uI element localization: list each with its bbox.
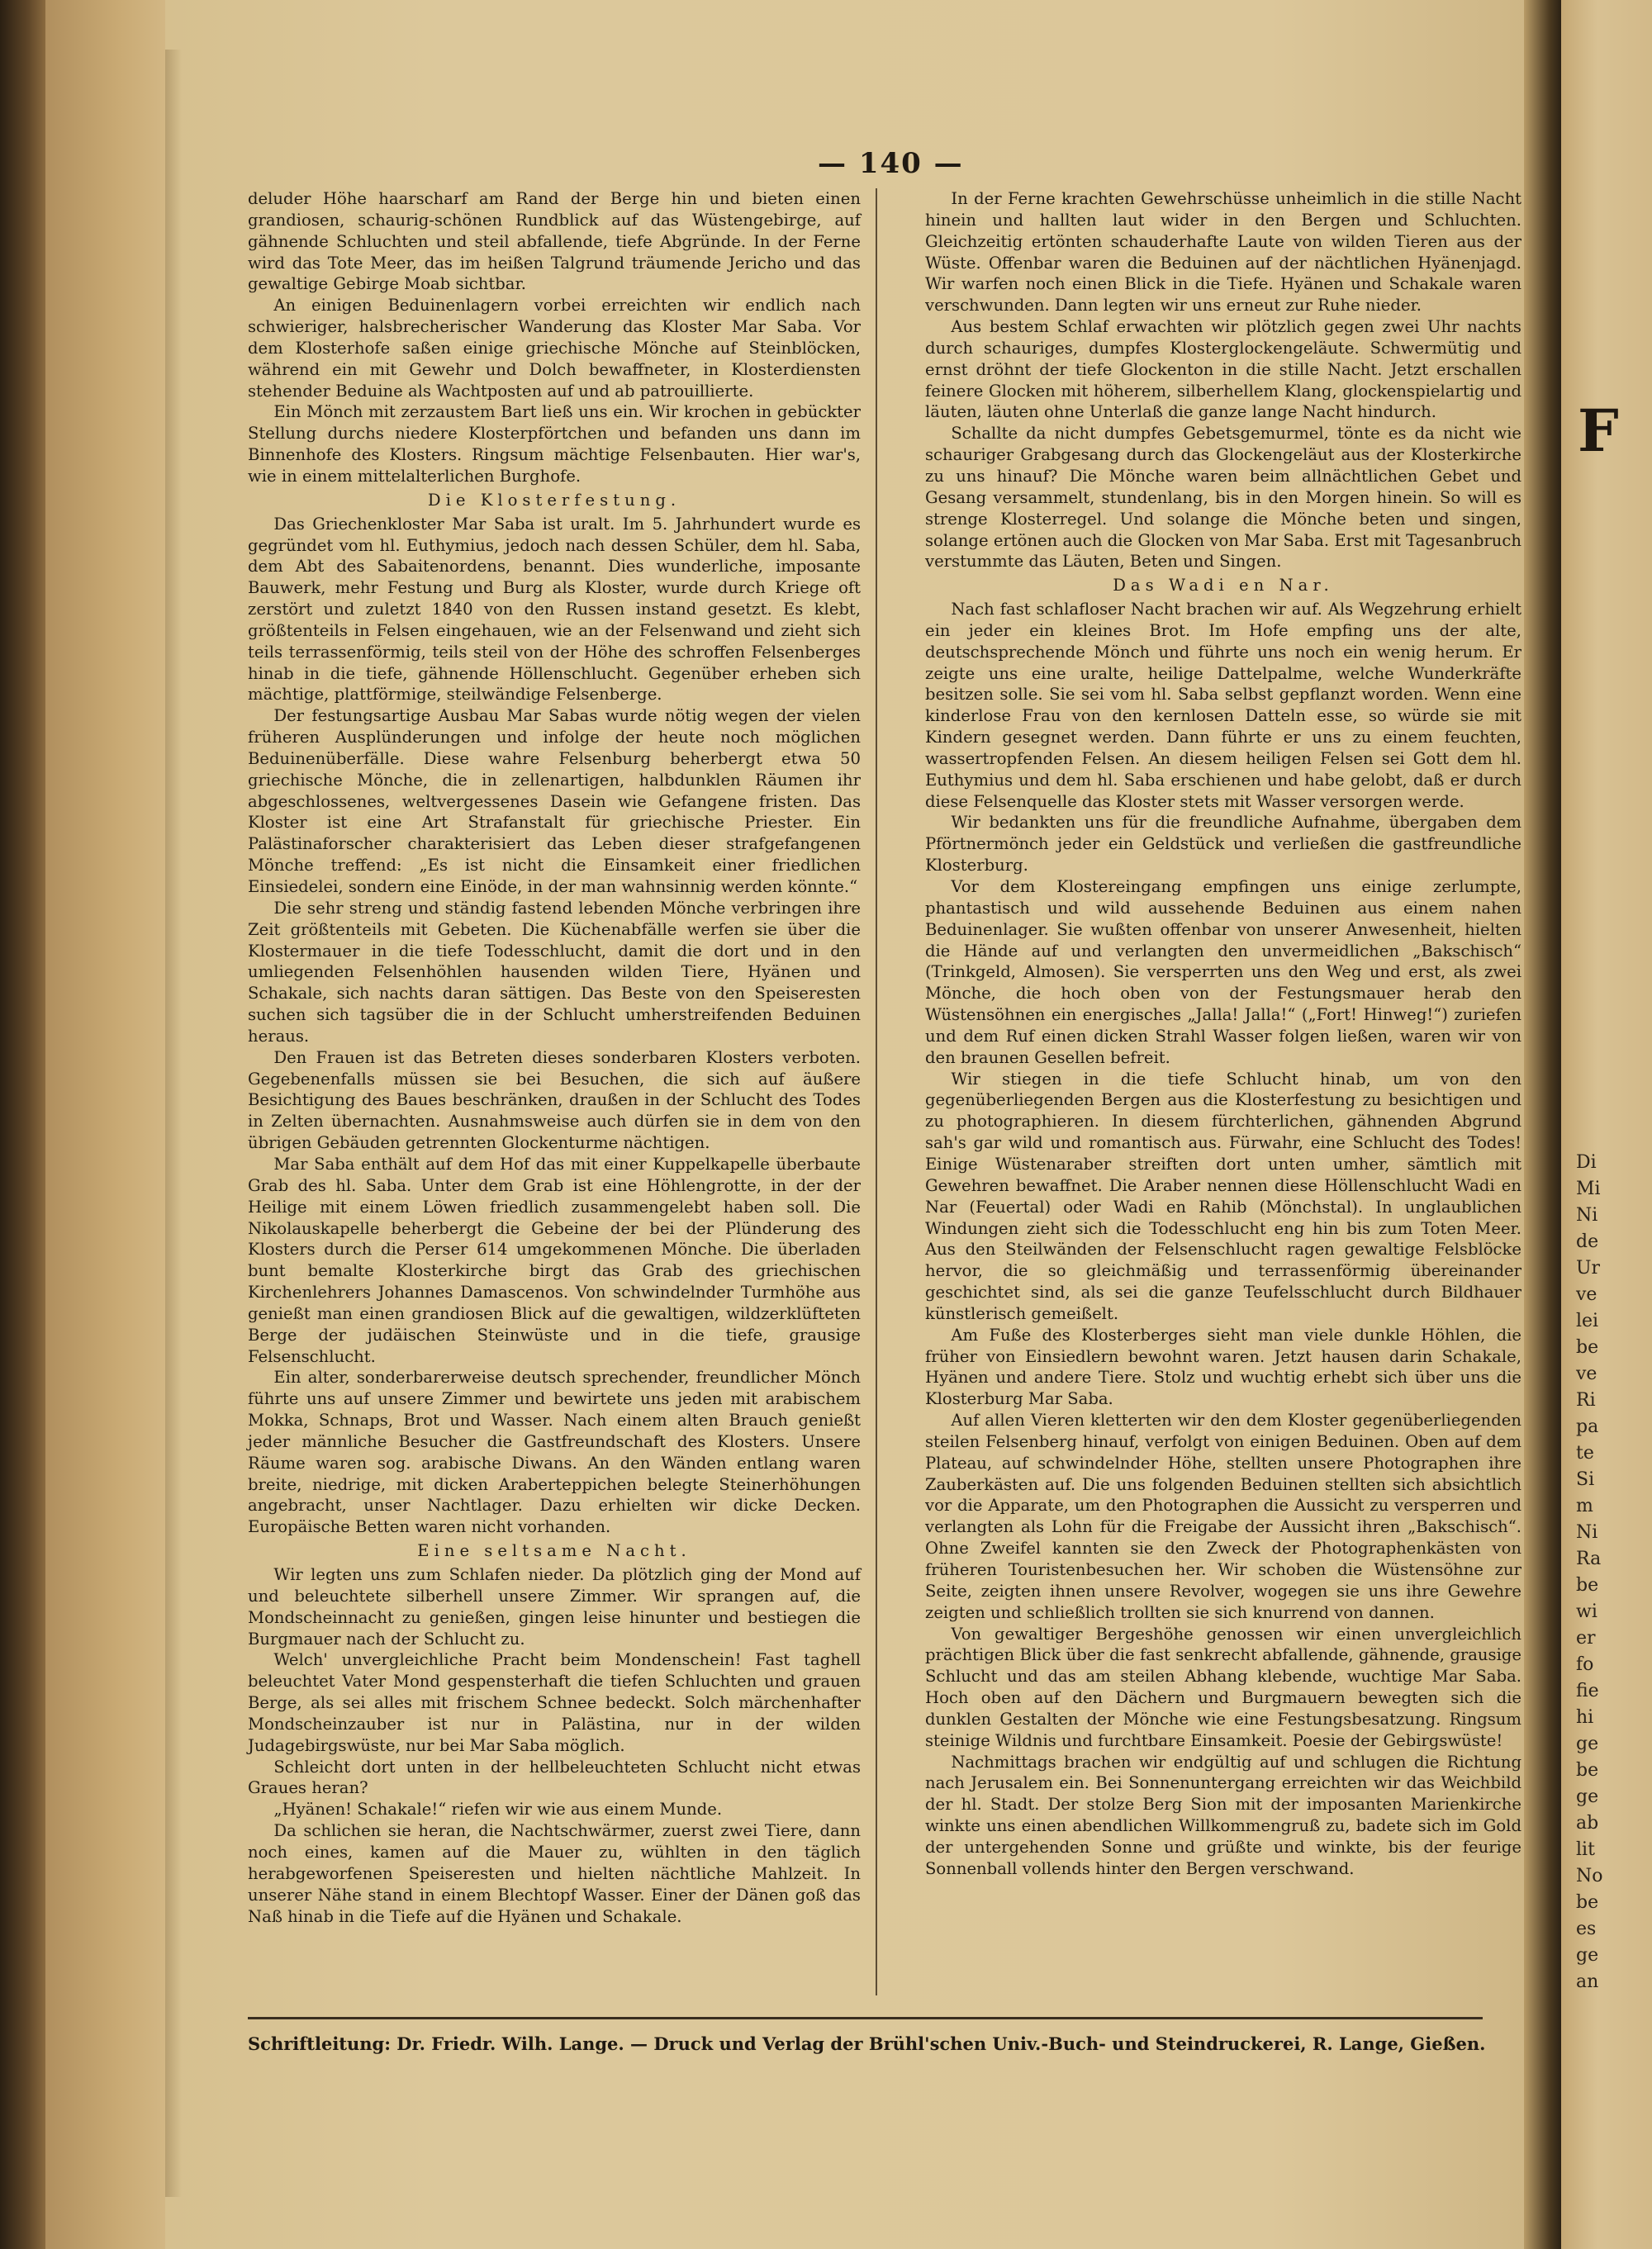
next-page-fragment: Ur — [1576, 1258, 1601, 1279]
page-edge — [45, 0, 169, 2249]
next-page-fragment: er — [1576, 1628, 1596, 1649]
next-page-fragment: Ni — [1576, 1205, 1598, 1226]
paragraph: Das Griechenkloster Mar Saba ist uralt. Im 5. Jahrhundert wurde es gegründet vom hl. Euthymius, jedoch nach dessen Schüler, dem hl. Saba, dem Abt des Sabaitenordens, benannt. Dies wunderliche, imposante Bauwerk, mehr Festung und Burg als Kloster, wurde durch Kriege oft zerstört und zuletzt 1840 von den Russen instand gesetzt. Es klebt, größtenteils in Felsen eingehauen, wie an der Felsenwand und zieht sich teils terrassenförmig, teils steil von der Höhe des schroffen Felsenberges hinab in die tiefe, gähnende Höllenschlucht. Gegenüber erheben sich mächtige, plattförmige, steilwändige Felsenberge. — [248, 514, 861, 705]
paragraph: Nach fast schlafloser Nacht brachen wir auf. Als Wegzehrung erhielt ein jeder ein kleines Brot. Im Hofe empfing uns der alte, deutschsprechende Mönch und führte uns noch ein wenig herum. Er zeigte uns eine uralte, heilige Dattelpalme, welche Wunderkräfte besitzen solle. Sie sei vom hl. Saba selbst gepflanzt worden. Wenn eine kinderlose Frau von den kernlosen Datteln esse, so würde sie mit Kindern gesegnet werden. Dann führte er uns zu einem feuchten, wassertropfenden Felsen. An diesem heiligen Felsen sei Gott dem hl. Euthymius und dem hl. Saba erschienen und habe gelobt, daß er durch diese Felsenquelle das Kloster stets mit Wasser versorgen werde. — [925, 600, 1521, 811]
next-page-fragment: pa — [1576, 1416, 1599, 1437]
next-page-fragment: lit — [1576, 1839, 1595, 1860]
paragraph: Aus bestem Schlaf erwachten wir plötzlich gegen zwei Uhr nachts durch schauriges, dumpfes Klosterglockengeläute. Schwermütig und ernst dröhnt der tiefe Glockenton in die stille Nacht. Jetzt erschallen feinere Glocken mit höherem, silberhellem Klang, glockenspielartig und läuten, läuten ohne Unterlaß die ganze lange Nacht hindurch. — [925, 317, 1521, 422]
paragraph: Am Fuße des Klosterberges sieht man viele dunkle Höhlen, die früher von Einsiedlern bewohnt waren. Jetzt hausen darin Schakale, Hyänen und andere Tiere. Stolz und wuchtig erhebt sich über uns die Klosterburg Mar Saba. — [925, 1325, 1521, 1409]
next-page-fragment: ab — [1576, 1813, 1599, 1834]
paragraph: deluder Höhe haarscharf am Rand der Berge hin und bieten einen grandiosen, schaurig-schönen Rundblick auf das Wüstengebirge, auf gähnende Schluchten und steil abfallende, tiefe Abgründe. In der Ferne wird das Tote Meer, das im heißen Talgrund träumende Jericho und das gewaltige Gebirge Moab sichtbar. — [248, 189, 861, 294]
paragraph: Ein Mönch mit zerzaustem Bart ließ uns ein. Wir krochen in gebückter Stellung durchs niedere Klosterpförtchen und befanden uns dann im Binnenhofe des Klosters. Ringsum mächtige Felsenbauten. Hier war's, wie in einem mittelalterlichen Burghofe. — [248, 402, 861, 486]
paragraph: An einigen Beduinenlagern vorbei erreichten wir endlich nach schwieriger, halsbrecherischer Wanderung das Kloster Mar Saba. Vor dem Klosterhofe saßen einige griechische Mönche auf Steinblöcken, während ein mit Gewehr und Dolch bewaffneter, in Klosterdiensten stehender Beduine als Wachtposten auf und ab patrouillierte. — [248, 296, 861, 401]
paragraph: Wir stiegen in die tiefe Schlucht hinab, um von den gegenüberliegenden Bergen aus die Klosterfestung zu besichtigen und zu photographieren. In diesem fürchterlichen, gähnenden Abgrund sah's gar wild und romantisch aus. Fürwahr, eine Schlucht des Todes! Einige Wüstenaraber streiften dort unten umher, sämtlich mit Gewehren bewaffnet. Die Araber nennen diese Höllenschlucht Wadi en Nar (Feuertal) oder Wadi en Rahib (Mönchstal). In unglaublichen Windungen zieht sich die Todesschlucht eng hin bis zum Toten Meer. Aus den Steilwänden der Felsenschlucht ragen gewaltige Felsblöcke hervor, die so gleichmäßig und terrassenförmig übereinander geschichtet sind, als sei die ganze Teufelsschlucht durch Bildhauer künstlerisch gemeißelt. — [925, 1069, 1521, 1323]
next-page-fragment: de — [1576, 1231, 1599, 1252]
paragraph: Vor dem Klostereingang empfingen uns einige zerlumpte, phantastisch und wild aussehende Beduinen aus einem nahen Beduinenlager. Sie wußten offenbar von unserer Anwesenheit, hielten die Hände auf und verlangten den unvermeidlichen „Bakschisch“ (Trinkgeld, Almosen). Sie versperrten uns den Weg und erst, als zwei Mönche, die hoch oben von der Festungsmauer herab den Wüstensöhnen ein energisches „Jalla! Jalla!“ („Fort! Hinweg!“) zuriefen und dem Ruf einen dicken Strahl Wasser folgen ließen, waren wir von den braunen Gesellen befreit. — [925, 877, 1521, 1067]
next-page-fragment: fo — [1576, 1654, 1594, 1675]
next-page-fragment: ge — [1576, 1945, 1599, 1966]
next-page-fragment: be — [1576, 1575, 1599, 1596]
next-page-fragment: te — [1576, 1443, 1594, 1464]
next-page-fragment: be — [1576, 1892, 1599, 1913]
next-page-fragment: ve — [1576, 1284, 1597, 1305]
next-page-edge — [1561, 0, 1652, 2249]
next-page-fragment: es — [1576, 1919, 1597, 1939]
footer-rule — [248, 2017, 1483, 2019]
section-heading: Das Wadi en Nar. — [1113, 576, 1334, 595]
left-column — [248, 188, 861, 1927]
next-page-fragment: fie — [1576, 1681, 1599, 1701]
paragraph: Von gewaltiger Bergeshöhe genossen wir einen unvergleichlich prächtigen Blick über die fast senkrecht abfallende, gähnende, grausige Schlucht und das am steilen Abhang klebende, wuchtige Mar Saba. Hoch oben auf den Dächern und Burgmauern bewegten sich die dunklen Gestalten der Mönche wie eine Festungsbesatzung. Ringsum steinige Wildnis und furchtbare Einsamkeit. Poesie der Gebirgswüste! — [925, 1624, 1521, 1750]
next-page-fragment: m — [1576, 1496, 1593, 1516]
right-column — [925, 188, 1521, 1880]
next-page-fragment: Ni — [1576, 1522, 1598, 1543]
next-page-fragment: Mi — [1576, 1179, 1601, 1199]
paragraph: Nachmittags brachen wir endgültig auf und schlugen die Richtung nach Jerusalem ein. Bei Sonnenuntergang erreichten wir das Weichbild der hl. Stadt. Der stolze Berg Sion mit der imposanten Marienkirche winkte uns einen abendlichen Willkommengruß zu, badete sich im Gold der untergehenden Sonne und grüßte und winkte, bis der feurige Sonnenball vollends hinter den Bergen verschwand. — [925, 1752, 1521, 1878]
paragraph: Schallte da nicht dumpfes Gebetsgemurmel, tönte es da nicht wie schauriger Grabgesang durch das Glockengeläut aus der Klosterkirche zu uns hinauf? Die Mönche waren beim allnächtlichen Gebet und Gesang versammelt, stundenlang, bis in den Morgen hinein. So will es strenge Klosterregel. Und solange die Mönche beten und singen, solange ertönen auch die Glocken von Mar Saba. Erst mit Tagesanbruch verstummte das Läuten, Beten und Singen. — [925, 424, 1521, 572]
next-page-fragment: an — [1576, 1971, 1599, 1992]
book-binding — [0, 0, 45, 2249]
section-heading: Eine seltsame Nacht. — [417, 1541, 691, 1561]
paragraph: Da schlichen sie heran, die Nachtschwärmer, zuerst zwei Tiere, dann noch eines, kamen auf die Mauer zu, wühlten in den täglich herabgeworfenen Speiseresten und hielten nächtliche Mahlzeit. In unserer Nähe stand in einem Blechtopf Wasser. Einer der Dänen goß das Naß hinab in die Tiefe auf die Hyänen und Schakale. — [248, 1821, 861, 1926]
next-page-fragment: be — [1576, 1760, 1599, 1781]
imprint: Schriftleitung: Dr. Friedr. Wilh. Lange. — Druck und Verlag der Brühl'schen Univ.-Buch- und Steindruckerei, R. Lange, Gießen. — [248, 2033, 1486, 2054]
next-page-fragment: ge — [1576, 1734, 1599, 1754]
section-heading: Die Klosterfestung. — [427, 490, 681, 510]
paragraph: Die sehr streng und ständig fastend lebenden Mönche verbringen ihre Zeit größtenteils mit Gebeten. Die Küchenabfälle werfen sie über die Klostermauer in die tiefe Todesschlucht, damit die dort und in den umliegenden Felsenhöhlen hausenden wilden Tiere, Hyänen und Schakale, sich nachts daran sättigen. Das Beste von den Speiseresten suchen sich tagsüber die in der Schlucht umherstreifenden Beduinen heraus. — [248, 898, 861, 1046]
paragraph: Wir legten uns zum Schlafen nieder. Da plötzlich ging der Mond auf und beleuchtete silberhell unsere Zimmer. Wir sprangen auf, die Mondscheinnacht zu genießen, gingen leise hinunter und bestiegen die Burgmauer nach der Schlucht zu. — [248, 1565, 861, 1649]
next-page-fragment: No — [1576, 1866, 1603, 1886]
paragraph: Wir bedankten uns für die freundliche Aufnahme, übergaben dem Pförtnermönch jeder ein Geldstück und verließen die gastfreundliche Klosterburg. — [925, 813, 1521, 875]
next-page-fragment: Ra — [1576, 1549, 1602, 1569]
next-page-fragment: Ri — [1576, 1390, 1596, 1411]
paragraph: Ein alter, sonderbarerweise deutsch sprechender, freundlicher Mönch führte uns auf unsere Zimmer und bewirtete uns jeden mit arabischem Mokka, Schnaps, Brot und Wasser. Nach einem alten Brauch genießt jeder männliche Besucher die Gastfreundschaft des Klosters. Unsere Räume waren sog. arabische Diwans. An den Wänden entlang waren breite, niedrige, mit dicken Araberteppichen belegte Steinerhöhungen angebracht, unser Nachtlager. Dazu erhielten wir dicke Decken. Europäische Betten waren nicht vorhanden. — [248, 1368, 861, 1537]
paragraph: Mar Saba enthält auf dem Hof das mit einer Kuppelkapelle überbaute Grab des hl. Saba. Unter dem Grab ist eine Höhlengrotte, in der der Heilige mit einem Löwen friedlich zusammengelebt haben soll. Die Nikolauskapelle beherbergt die Gebeine der bei der Plünderung des Klosters durch die Perser 614 umgekommenen Mönche. Die überladen bunt bemalte Klosterkirche birgt das Grab des griechischen Kirchenlehrers Johannes Damascenos. Von schwindelnder Turmhöhe aus genießt man einen grandiosen Blick auf die gewaltigen, wildzerklüfteten Berge der judäischen Steinwüste und in die tiefe, grausige Felsenschlucht. — [248, 1154, 861, 1366]
next-page-fragment: lei — [1576, 1311, 1599, 1331]
paragraph: In der Ferne krachten Gewehrschüsse unheimlich in die stille Nacht hinein und hallten laut wider in den Bergen und Schluchten. Gleichzeitig ertönten schauderhafte Laute von wilden Tieren aus der Wüste. Offenbar waren die Beduinen auf der nächtlichen Hyänenjagd. Wir warfen noch einen Blick in die Tiefe. Hyänen und Schakale waren verschwunden. Dann legten wir uns erneut zur Ruhe nieder. — [925, 189, 1521, 316]
next-page-fragment: ge — [1576, 1786, 1599, 1807]
paragraph: „Hyänen! Schakale!“ riefen wir wie aus einem Munde. — [273, 1800, 723, 1820]
column-divider — [876, 188, 877, 1995]
paragraph: Der festungsartige Ausbau Mar Sabas wurde nötig wegen der vielen früheren Ausplünderungen und infolge der heute noch möglichen Beduinenüberfälle. Diese wahre Felsenburg beherbergt etwa 50 griechische Mönche, die in zellenartigen, halbdunklen Räumen ihr abgeschlossenes, weltvergessenes Dasein wie Gefangene fristen. Das Kloster ist eine Art Strafanstalt für griechische Priester. Ein Palästinaforscher charakterisiert das Leben dieser strafgefangenen Mönche treffend: „Es ist nicht die Einsamkeit einer friedlichen Einsiedelei, sondern eine Einöde, in der man wahnsinnig werden könnte.“ — [248, 706, 861, 896]
next-page-fragment: be — [1576, 1337, 1599, 1358]
next-page-fragment: wi — [1576, 1601, 1597, 1622]
next-page-initial: F — [1578, 396, 1619, 465]
next-page-fragment: hi — [1576, 1707, 1594, 1728]
next-page-fragment: Si — [1576, 1469, 1595, 1490]
next-page-fragment: ve — [1576, 1364, 1597, 1384]
page-stain — [165, 50, 182, 2197]
next-page-fragment: Di — [1576, 1152, 1597, 1173]
paragraph: Auf allen Vieren kletterten wir den dem Kloster gegenüberliegenden steilen Felsenberg hinauf, verfolgt von einigen Beduinen. Oben auf dem Plateau, auf schwindelnder Höhe, stellten unsere Photographen ihre Zauberkästen auf. Die uns folgenden Beduinen stellten sich absichtlich vor die Apparate, um den Photographen die Aussicht zu versperren und verlangten als Lohn für die Freigabe der Aussicht ihren „Bakschisch“. Ohne Zweifel kannten sie den Zweck der Photographenkästen von früheren Touristenbesuchen her. Wir schoben die Wüstensöhne zur Seite, zeigten ihnen unsere Revolver, wogegen sie uns ihre Gewehre zeigten und schließlich trollten sie sich knurrend von dannen. — [925, 1411, 1521, 1622]
gutter-shadow — [1524, 0, 1561, 2249]
paragraph: Welch' unvergleichliche Pracht beim Mondenschein! Fast taghell beleuchtet Vater Mond gespensterhaft die tiefen Schluchten und grauen Berge, als sei alles mit frischem Schnee bedeckt. Solch märchenhafter Mondscheinzauber ist nur in Palästina, nur in der wilden Judagebirgswüste, nur bei Mar Saba möglich. — [248, 1650, 861, 1755]
page-number: — 140 — — [818, 147, 964, 180]
paragraph: Den Frauen ist das Betreten dieses sonderbaren Klosters verboten. Gegebenenfalls müssen sie bei Besuchen, die sich auf äußere Besichtigung des Baues beschränken, draußen in der Schlucht des Todes in Zelten übernachten. Ausnahmsweise auch dürfen sie in dem von den übrigen Gebäuden getrennten Glockenturme nächtigen. — [248, 1047, 861, 1153]
paragraph: Schleicht dort unten in der hellbeleuchteten Schlucht nicht etwas Graues heran? — [248, 1757, 861, 1798]
